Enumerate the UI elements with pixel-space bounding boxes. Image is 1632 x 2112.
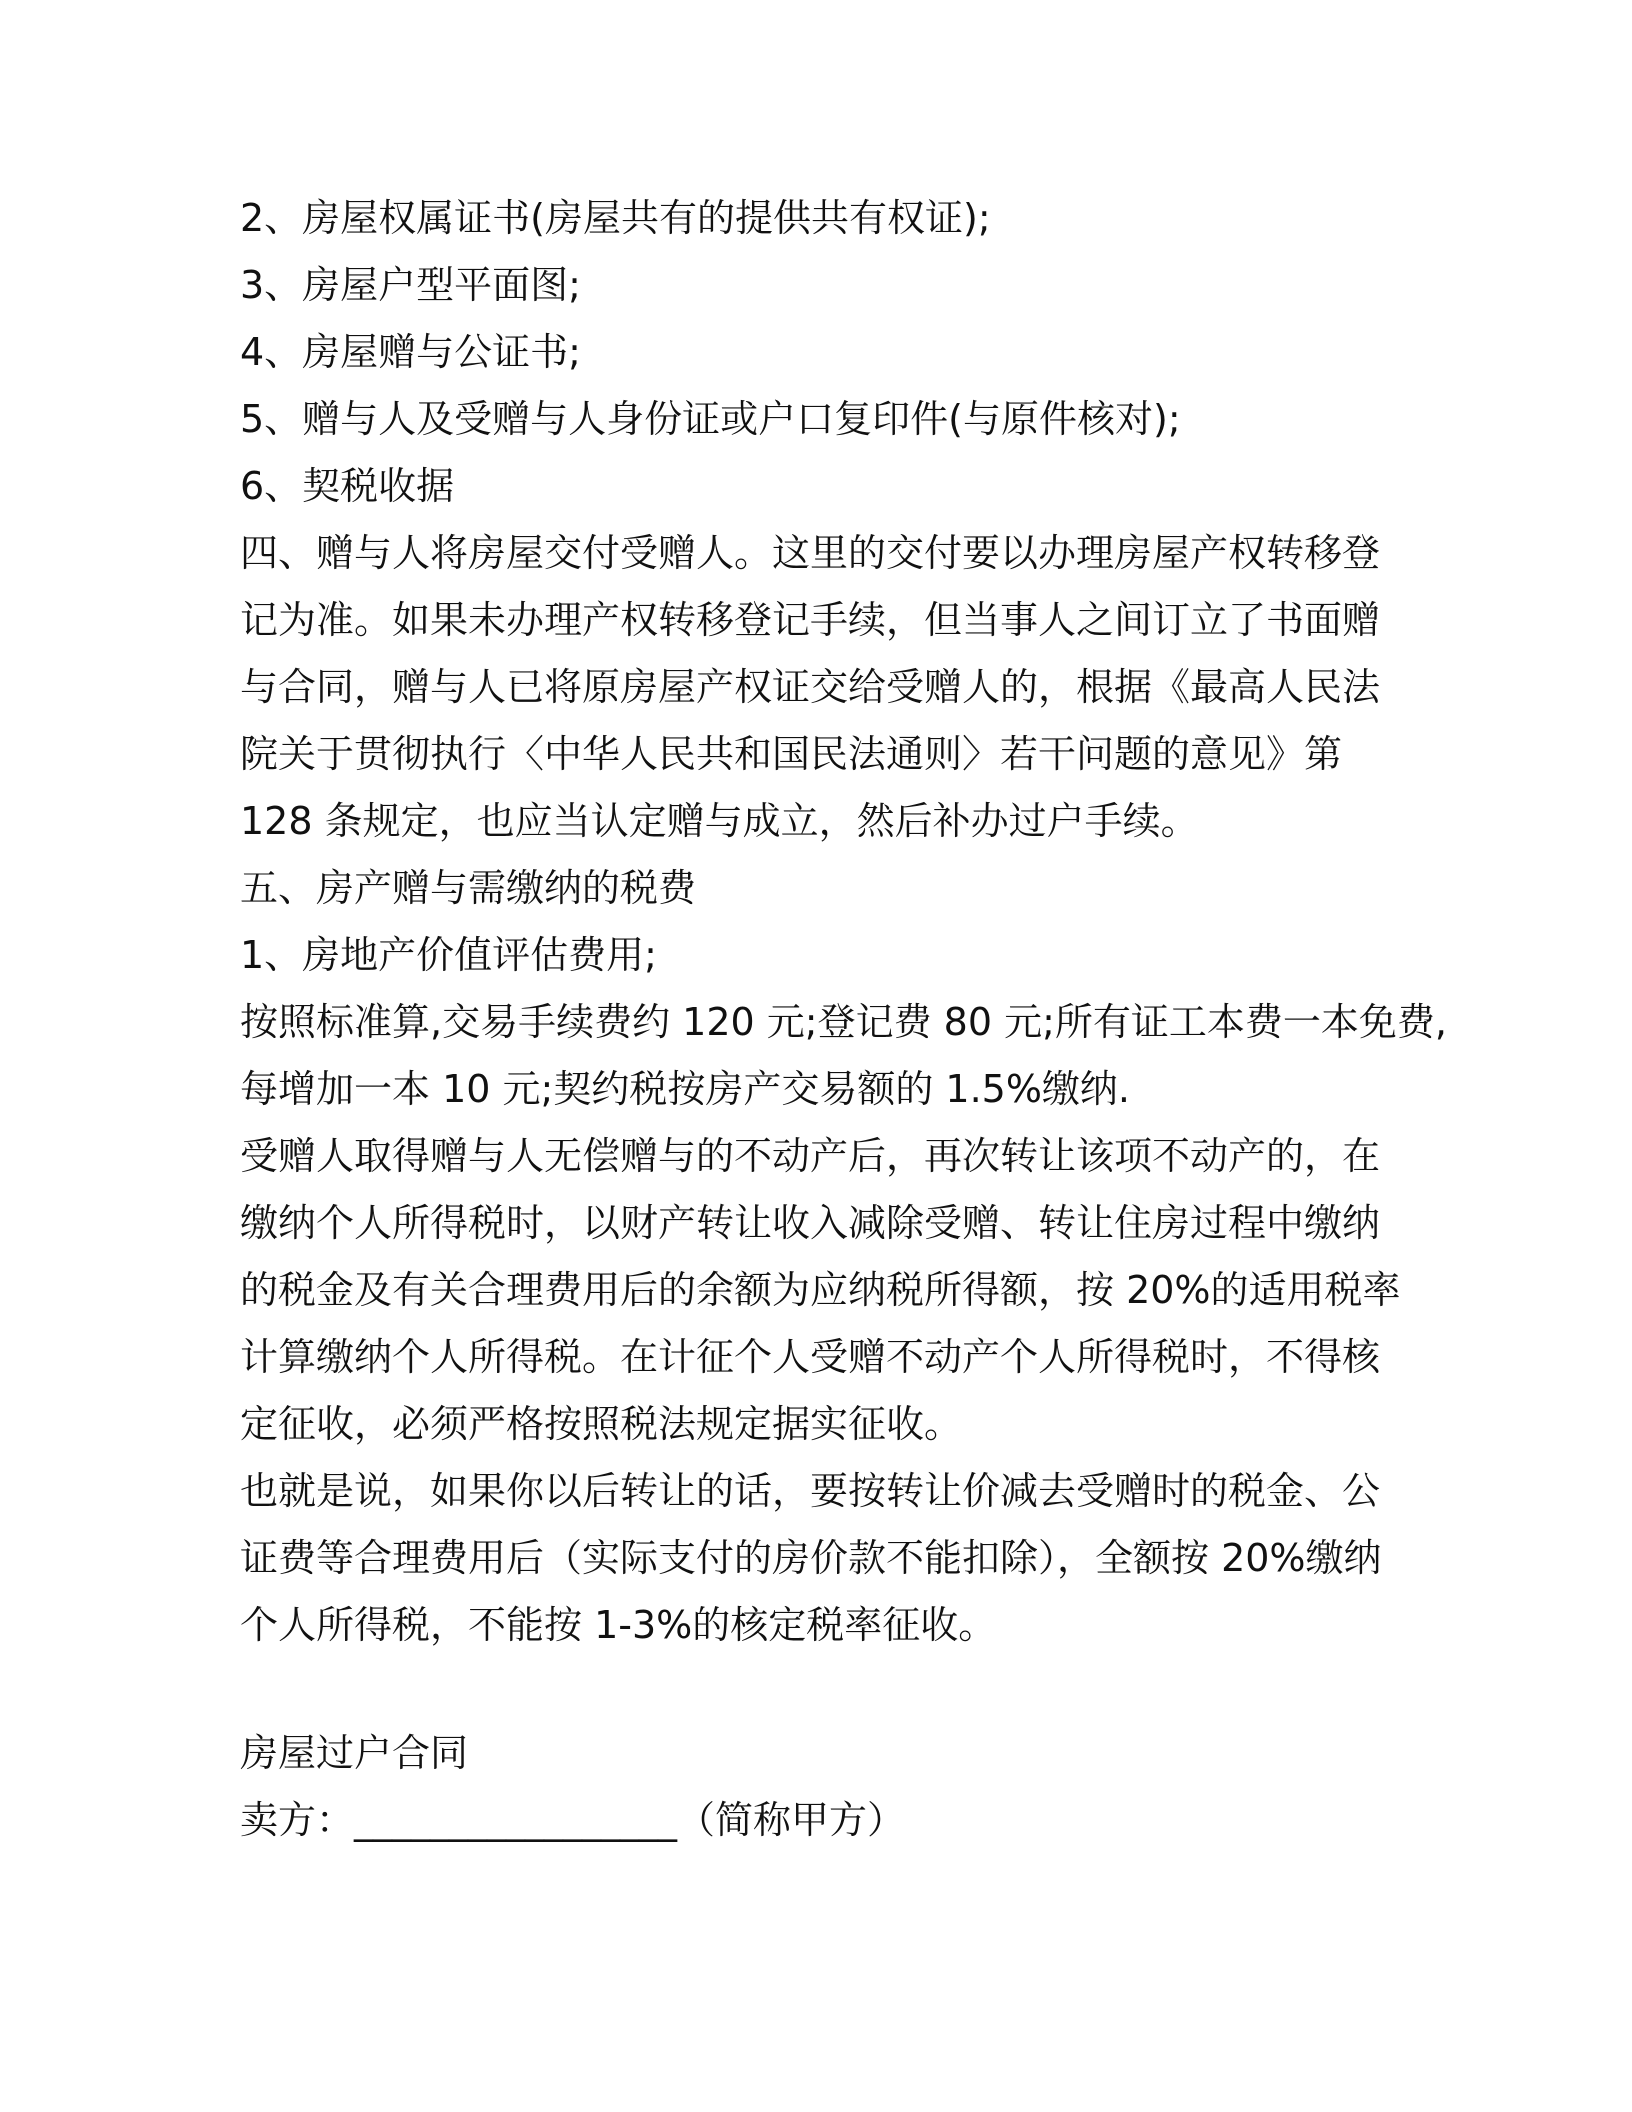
section-title: 房屋过户合同 [240,1731,469,1775]
text-line: 五、房产赠与需缴纳的税费 [240,866,697,910]
text-line: 与合同，赠与人已将原房屋产权证交给受赠人的，根据《最高人民法 [240,665,1381,709]
text-line: 4、房屋赠与公证书; [240,330,581,374]
text-line: 院关于贯彻执行〈中华人民共和国民法通则〉若干问题的意见》第 [240,732,1343,776]
text-line: 1、房地产价值评估费用; [240,933,657,977]
text-line: 计算缴纳个人所得税。在计征个人受赠不动产个人所得税时，不得核 [240,1335,1381,1379]
text-line: 每增加一本 10 元;契约税按房产交易额的 1.5%缴纳. [240,1067,1131,1111]
text-line: 也就是说，如果你以后转让的话，要按转让价减去受赠时的税金、公 [240,1469,1381,1513]
text-line: 定征收，必须严格按照税法规定据实征收。 [240,1402,963,1446]
text-line: 记为准。如果未办理产权转移登记手续，但当事人之间订立了书面赠 [240,598,1381,642]
text-line: 5、赠与人及受赠与人身份证或户口复印件(与原件核对); [240,397,1181,441]
text-line: 受赠人取得赠与人无偿赠与的不动产后，再次转让该项不动产的，在 [240,1134,1381,1178]
text-line: 128 条规定，也应当认定赠与成立，然后补办过户手续。 [240,799,1199,843]
text-line: 2、房屋权属证书(房屋共有的提供共有权证); [240,196,991,240]
text-line: 证费等合理费用后（实际支付的房价款不能扣除），全额按 20%缴纳 [240,1536,1382,1580]
text-line: 按照标准算,交易手续费约 120 元;登记费 80 元;所有证工本费一本免费, [240,1000,1447,1044]
text-line: 6、契税收据 [240,464,455,508]
text-line: 缴纳个人所得税时，以财产转让收入减除受赠、转让住房过程中缴纳 [240,1201,1381,1245]
text-line: 四、赠与人将房屋交付受赠人。这里的交付要以办理房屋产权转移登 [240,531,1381,575]
seller-field-line: 卖方：_________________（简称甲方） [240,1798,906,1842]
text-line: 的税金及有关合理费用后的余额为应纳税所得额，按 20%的适用税率 [240,1268,1401,1312]
text-line: 个人所得税，不能按 1-3%的核定税率征收。 [240,1603,997,1647]
text-line: 3、房屋户型平面图; [240,263,581,307]
